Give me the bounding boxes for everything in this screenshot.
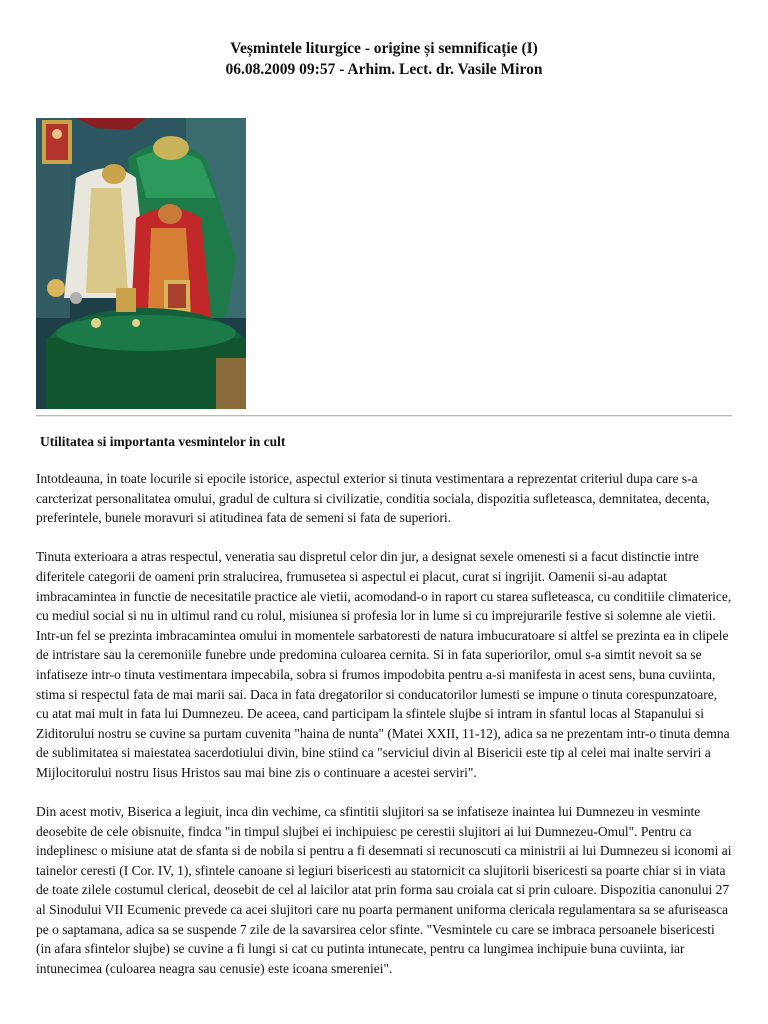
- section-heading: Utilitatea si importanta vesmintelor in cult: [40, 434, 286, 449]
- paragraph: Intotdeauna, in toate locurile si epocile istorice, aspectul exterior si tinuta vestimentara a reprezentat criteriul dupa care s-a carcterizat personalitatea omului, gradul de cultura si civilizatie, conditia sociala, dispozitia sufleteasca, demnitatea, decenta, preferintele, bunele moravuri si atitudinea fata de semeni si fata de superiori.: [36, 471, 710, 526]
- paragraph: Din acest motiv, Biserica a legiuit, inca din vechime, ca sfintitii slujitori sa se infatiseze inaintea lui Dumnezeu in vesminte deosebite de cele obisnuite, findca "in timpul slujbei ei inchipuiesc pe cerestii slujitori ai lui Dumnezeu-Omul". Pentru ca indeplinesc o misiune atat de sfanta si de nobila si pentru a fi desemnati si recunoscuti ca ministrii ai lui Dumnezeu si iconomi ai tainelor ceresti (I Cor. IV, 1), sfintele canoane si legiuri bisericesti au statornicit ca slujitorii bisericesti sa poarte chiar si in viata de toate zilele costumul clerical, deosebit de cel al laicilor atat prin forma sau croiala cat si prin culoare. Dispozitia canonului 27 al Sinodului VII Ecumenic prevede ca acei slujitori care nu poarta permanent uniforma clericala regulamentara sa se afuriseasca pe o saptamana, adica sa se suspende 7 zile de la savarsirea celor sfinte. "Vesmintele cu care se imbraca persoanele bisericesti (in afara sfintelor slujbe) se cuvine a fi lungi si cat cu putinta intunecate, pentru ca lungimea inchipuie buna cuviinta, iar intunecimea (culoarea neagra sau cenusie) este icoana smereniei".: [36, 804, 732, 976]
- article-photo: [36, 118, 246, 409]
- vestments-display-image: [36, 118, 246, 409]
- section-divider: [36, 415, 732, 417]
- article-header: [0, 38, 768, 80]
- article-byline: 06.08.2009 09:57 - Arhim. Lect. dr. Vasile Miron: [225, 61, 543, 78]
- article-body: [36, 469, 732, 998]
- paragraph: Tinuta exterioara a atras respectul, veneratia sau dispretul celor din jur, a designat sexele omenesti si a facut distinctie intre diferitele categorii de oameni prin stralucirea, frumusetea si aspectul ei placut, curat si ingrijit. Oamenii si-au adaptat imbracamintea in functie de necesitatile practice ale vietii, acomodand-o in raport cu starea sufleteasca, cu conditiile climaterice, cu mediul social si nu in ultimul rand cu rolul, misiunea si profesia lor in lume si cu imprejurarile festive si solemne ale vietii. Intr-un fel se prezinta imbracamintea omului in momentele sarbatoresti de natura imbucuratoare si altfel se prezinta ea in clipele de intristare sau la ceremoniile funebre unde predomina culoarea cernita. Si in fata superiorilor, omul s-a simtit nevoit sa se infatiseze intr-o tinuta vestimentara impecabila, sobra si frumos impodobita pentru a-si manifesta in acest sens, buna cuviinta, stima si respectul fata de mai marii sai. Daca in fata dregatorilor si conducatorilor lumesti se impune o tinuta corespunzatoare, cu atat mai mult in fata lui Dumnezeu. De aceea, cand participam la sfintele slujbe si intram in sfantul locas al Stapanului si Ziditorului nostru se cuvine sa purtam cuvenita "haina de nunta" (Matei XXII, 11-12), adica sa ne prezentam intr-o tinuta demna de sublimitatea si maiestatea sacerdotiului divin, bine stiind ca "serviciul divin al Bisericii este tip al celei mai inalte serviri a Mijlocitorului nostru Iisus Hristos sau mai bine zis o continuare a acestei serviri".: [36, 549, 732, 780]
- article-title: Veșmintele liturgice - origine și semnificație (I): [230, 40, 538, 57]
